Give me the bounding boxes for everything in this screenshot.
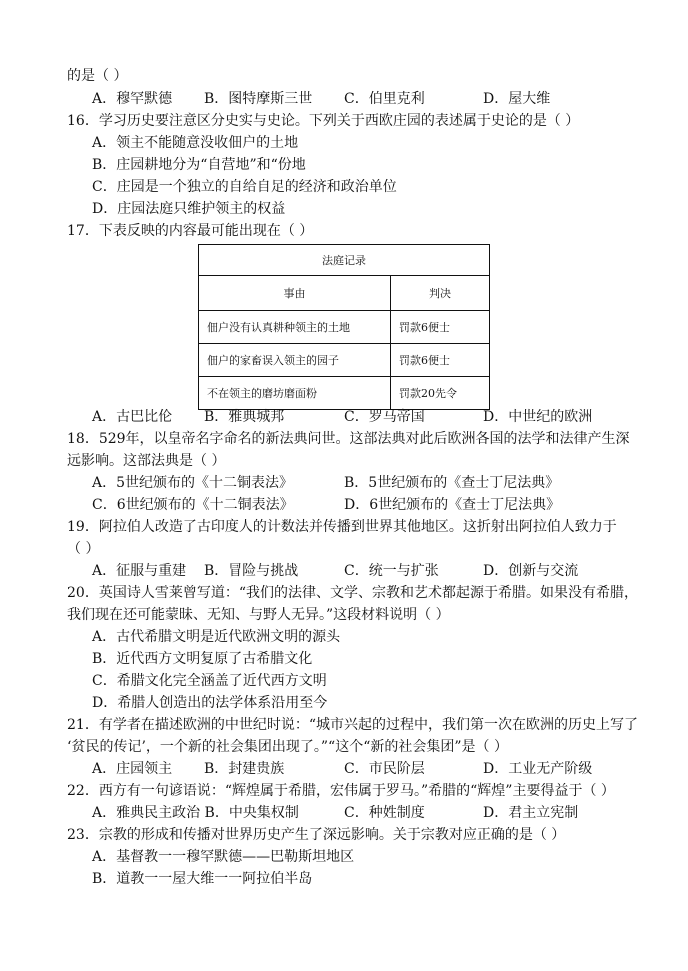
table-cell-cause: 佃户没有认真耕种领主的土地	[199, 311, 391, 344]
q16-option-b[interactable]: B．庄园耕地分为“自营地”和“份地	[92, 157, 306, 173]
q22-option-ab[interactable]: A．雅典民主政治 B．中央集权制	[92, 805, 299, 821]
q21-stem-line1: 21．有学者在描述欧洲的中世纪时说：“城市兴起的过程中，我们第一次在欧洲的历史上写了	[67, 717, 638, 733]
q16-stem: 16．学习历史要注意区分史实与史论。下列关于西欧庄园的表述属于史论的是（ ）	[67, 113, 580, 129]
q19-stem-line1: 19．阿拉伯人改造了古印度人的计数法并传播到世界其他地区。这折射出阿拉伯人致力于	[67, 519, 617, 535]
q19-option-d[interactable]: D．创新与交流	[483, 563, 579, 579]
q20-option-b[interactable]: B．近代西方文明复原了古希腊文化	[92, 651, 313, 667]
court-record-table	[198, 244, 490, 410]
q19-option-b[interactable]: B．冒险与挑战	[204, 563, 299, 579]
q18-option-c[interactable]: C．6世纪颁布的《十二铜表法》	[92, 497, 294, 513]
q17-stem: 17．下表反映的内容最可能出现在（ ）	[67, 223, 314, 239]
table-cell-cause: 不在领主的磨坊磨面粉	[199, 377, 391, 410]
q17-option-d[interactable]: D．中世纪的欧洲	[483, 409, 593, 425]
q21-stem-line2: ‘贫民的传记’，一个新的社会集团出现了。”“这个“新的社会集团”是（ ）	[67, 739, 508, 755]
q18-stem-line2: 远影响。这部法典是（ ）	[67, 453, 226, 469]
q18-option-b[interactable]: B．5世纪颁布的《查士丁尼法典》	[344, 475, 560, 491]
q15-option-b[interactable]: B．图特摩斯三世	[204, 91, 313, 107]
q16-option-d[interactable]: D．庄园法庭只维护领主的权益	[92, 201, 286, 217]
q18-option-d[interactable]: D．6世纪颁布的《查士丁尼法典》	[344, 497, 561, 513]
q19-stem-line2: （ ）	[67, 541, 100, 557]
q19-option-a[interactable]: A．征服与重建	[92, 563, 187, 579]
q22-stem: 22．西方有一句谚语说：“辉煌属于希腊，宏伟属于罗马。”希腊的“辉煌”主要得益于（ ）	[67, 783, 615, 799]
q20-stem-line2: 我们现在还可能蒙昧、无知、与野人无异。”这段材料说明（ ）	[67, 607, 450, 623]
q15-option-c[interactable]: C．伯里克利	[344, 91, 425, 107]
table-row	[199, 311, 490, 344]
q23-option-b[interactable]: B．道教一一屋大维一一阿拉伯半岛	[92, 871, 313, 887]
table-cell-verdict: 罚款20先令	[391, 377, 490, 410]
table-cell-verdict: 罚款6便士	[391, 311, 490, 344]
q21-option-c[interactable]: C．市民阶层	[344, 761, 425, 777]
table-header-cause: 事由	[199, 276, 391, 311]
q18-stem-line1: 18．529年，以皇帝名字命名的新法典问世。这部法典对此后欧洲各国的法学和法律产生深	[67, 431, 630, 447]
q21-option-d[interactable]: D．工业无产阶级	[483, 761, 593, 777]
q16-option-c[interactable]: C．庄园是一个独立的自给自足的经济和政治单位	[92, 179, 397, 195]
q20-stem-line1: 20．英国诗人雪莱曾写道：“我们的法律、文学、宗教和艺术都起源于希腊。如果没有希腊，	[67, 585, 638, 601]
q21-option-b[interactable]: B．封建贵族	[204, 761, 285, 777]
q21-option-a[interactable]: A．庄园领主	[92, 761, 173, 777]
q20-option-c[interactable]: C．希腊文化完全涵盖了近代西方文明	[92, 673, 327, 689]
q23-stem: 23．宗教的形成和传播对世界历史产生了深远影响。关于宗教对应正确的是（ ）	[67, 827, 566, 843]
q17-option-b[interactable]: B．雅典城邦	[204, 409, 285, 425]
q23-option-a[interactable]: A．基督教一一穆罕默德——巴勒斯坦地区	[92, 849, 355, 865]
q15-stem-tail: 的是（ ）	[67, 68, 128, 84]
q19-option-c[interactable]: C．统一与扩张	[344, 563, 439, 579]
q16-option-a[interactable]: A．领主不能随意没收佃户的土地	[92, 135, 299, 151]
q20-option-d[interactable]: D．希腊人创造出的法学体系沿用至今	[92, 695, 328, 711]
q17-option-a[interactable]: A．古巴比伦	[92, 409, 173, 425]
q22-option-c[interactable]: C．种姓制度	[344, 805, 425, 821]
q15-option-a[interactable]: A．穆罕默德	[92, 91, 173, 107]
table-row	[199, 377, 490, 410]
q20-option-a[interactable]: A．古代希腊文明是近代欧洲文明的源头	[92, 629, 341, 645]
table-row	[199, 344, 490, 377]
table-header-verdict: 判决	[391, 276, 490, 311]
table-cell-cause: 佃户的家畜误入领主的园子	[199, 344, 391, 377]
table-cell-verdict: 罚款6便士	[391, 344, 490, 377]
q18-option-a[interactable]: A．5世纪颁布的《十二铜表法》	[92, 475, 294, 491]
q22-option-d[interactable]: D．君主立宪制	[483, 805, 579, 821]
table-caption: 法庭记录	[199, 245, 490, 276]
q15-option-d[interactable]: D．屋大维	[483, 91, 551, 107]
q17-option-c[interactable]: C．罗马帝国	[344, 409, 425, 425]
